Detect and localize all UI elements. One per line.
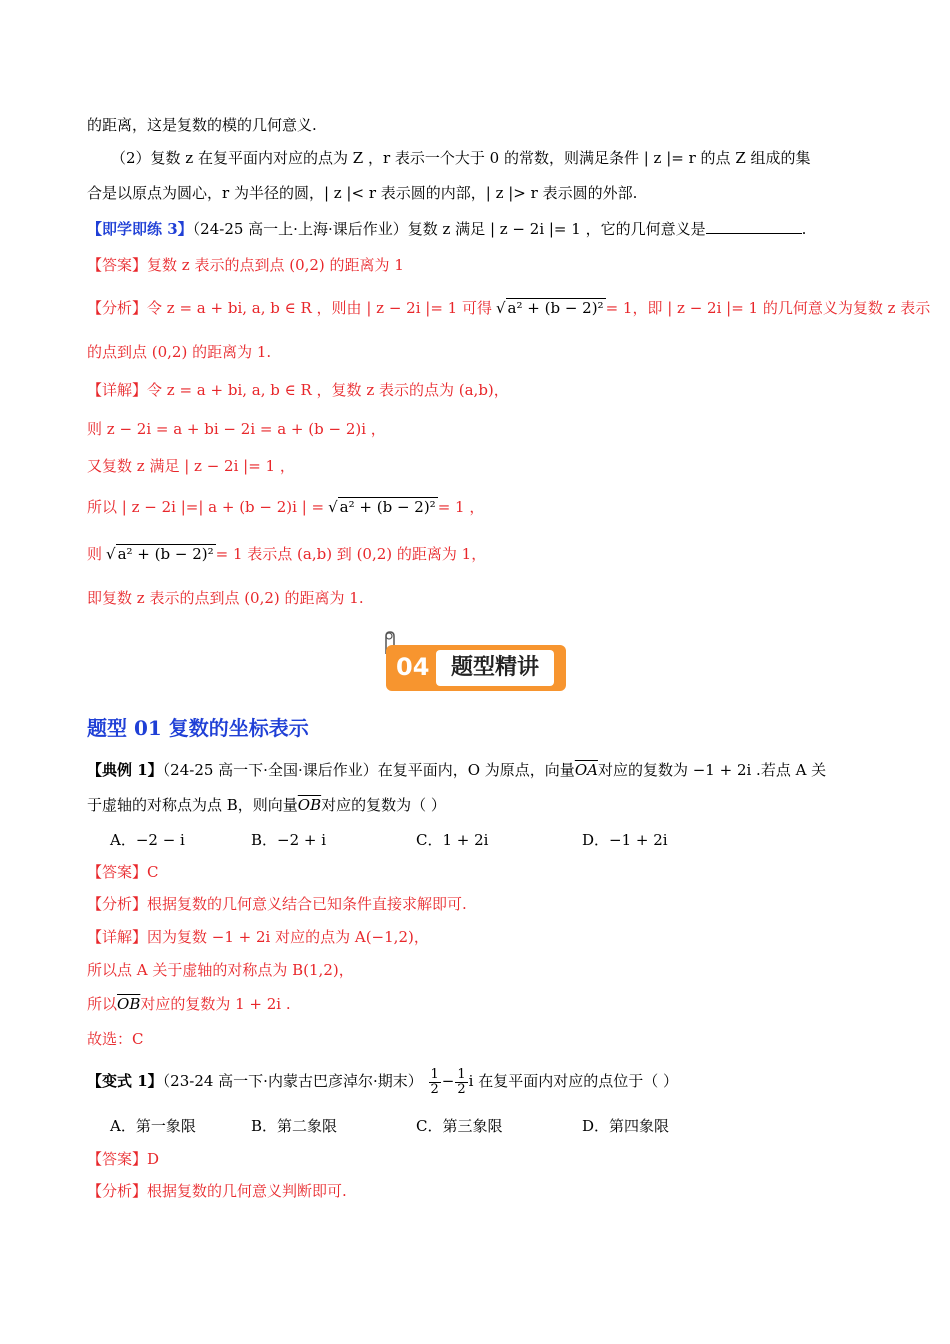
practice-3-detail-1 — [87, 379, 509, 401]
fraction-1 — [429, 1068, 441, 1097]
example-1-detail-text-1: 因为复数 −1 + 2i 对应的点为 A(−1,2)， — [147, 928, 429, 946]
example-1-option-d: D．−1 + 2i — [582, 831, 668, 849]
practice-3-stem: 复数 z 满足 | z − 2i |= 1 ，它的几何意义是 — [407, 220, 706, 238]
example-1-stem-c: 于虚轴的对称点为点 B，则向量 — [87, 796, 298, 814]
practice-3-analysis: 【分析】令 z = a + bi, a, b ∈ R ，则由 | z − 2i |= 1 可得 √ a² + (b − 2)² = 1，即 | z − 2i |= 1 的几何意义为复数 z 表示 — [87, 299, 931, 317]
detail-4-sqrt: a² + (b − 2)² — [339, 498, 436, 516]
answer-text: 复数 z 表示的点到点 (0,2) 的距离为 1 — [147, 256, 404, 274]
example-1-option-a: A．−2 − i — [110, 831, 185, 849]
variant-1-option-b: B．第二象限 — [251, 1117, 338, 1135]
variant-1-option-d: D．第四象限 — [582, 1117, 670, 1135]
variant-1-option-a: A．第一象限 — [110, 1117, 196, 1135]
example-1-stem-cont — [87, 794, 446, 816]
practice-3-end: . — [801, 220, 807, 238]
example-1-detail-1 — [87, 926, 429, 948]
variant-1-analysis-text: 根据复数的几何意义判断即可. — [147, 1182, 347, 1200]
practice-3-detail-3: 又复数 z 满足 | z − 2i |= 1 ， — [87, 457, 295, 475]
practice-3-tag: 【即学即练 3】 — [87, 220, 193, 238]
detail-5-pre: 则 — [87, 545, 103, 563]
variant-1-answer-value: D — [147, 1150, 160, 1168]
practice-3-answer — [87, 254, 404, 276]
banner-label: 题型精讲 — [436, 650, 554, 686]
example-1-analysis — [87, 893, 467, 915]
detail-4-pre: 所以 | z − 2i |=| a + (b − 2)i | = — [87, 498, 325, 516]
section-title: 题型 01 复数的坐标表示 — [87, 716, 309, 740]
variant-1-stem-text: i 在复平面内对应的点位于（ ） — [468, 1072, 678, 1090]
detail-4-post: = 1 ， — [437, 498, 485, 516]
practice-3-detail-6: 即复数 z 表示的点到点 (0,2) 的距离为 1. — [87, 589, 364, 607]
example-1-final: 故选：C — [87, 1030, 144, 1048]
answer-tag: 【答案】 — [87, 256, 148, 274]
variant-1-answer — [87, 1148, 159, 1170]
analysis-sqrt: a² + (b − 2)² — [507, 299, 604, 317]
example-1-tag: 【典例 1】 — [87, 761, 163, 779]
analysis-text-a: 令 z = a + bi, a, b ∈ R ，则由 | z − 2i |= 1 可得 — [147, 299, 492, 317]
detail-5-sqrt: a² + (b − 2)² — [117, 545, 214, 563]
example-1-analysis-text: 根据复数的几何意义结合已知条件直接求解即可. — [147, 895, 467, 913]
detail-5-post: = 1 表示点 (a,b) 到 (0,2) 的距离为 1， — [215, 545, 487, 563]
example-1-stem — [87, 759, 826, 781]
fraction-2-num: 1 — [457, 1066, 466, 1082]
fraction-1-num: 1 — [430, 1066, 439, 1082]
fraction-2 — [455, 1068, 467, 1097]
banner-number: 04 — [396, 653, 430, 681]
fraction-1-den: 2 — [430, 1081, 439, 1097]
intro-line-1: 的距离，这是复数的模的几何意义. — [87, 116, 317, 134]
example-1-stem-d: 对应的复数为（ ） — [321, 796, 446, 814]
variant-1-tag: 【变式 1】 — [87, 1072, 163, 1090]
practice-3-question — [87, 218, 806, 240]
example-1-answer-tag: 【答案】 — [87, 863, 148, 881]
answer-blank — [706, 219, 802, 234]
example-1-detail-3a: 所以 — [87, 995, 118, 1013]
example-1-source: （24-25 高一下·全国·课后作业） — [162, 761, 378, 779]
practice-3-detail-4: 所以 | z − 2i |=| a + (b − 2)i | = √ a² + (b − 2)² = 1 ， — [87, 498, 485, 516]
example-1-option-c: C．1 + 2i — [416, 831, 489, 849]
example-1-answer-value: C — [147, 863, 159, 881]
variant-1-analysis — [87, 1180, 347, 1202]
vector-ob-detail: $\overline{OB}$ — [117, 995, 141, 1013]
example-1-detail-3 — [87, 993, 291, 1015]
example-1-detail-2: 所以点 A 关于虚轴的对称点为 B(1,2)， — [87, 961, 354, 979]
fraction-2-den: 2 — [457, 1081, 466, 1097]
detail-tag: 【详解】 — [87, 381, 148, 399]
example-1-detail-3b: 对应的复数为 1 + 2i . — [140, 995, 291, 1013]
variant-1-answer-tag: 【答案】 — [87, 1150, 148, 1168]
variant-1-option-c: C．第三象限 — [416, 1117, 503, 1135]
minus-sign: − — [441, 1072, 455, 1090]
vector-ob: $\overline{OB}$ — [297, 796, 322, 814]
practice-3-analysis-cont: 的点到点 (0,2) 的距离为 1. — [87, 343, 272, 361]
detail-line-1: 令 z = a + bi, a, b ∈ R ，复数 z 表示的点为 (a,b)， — [147, 381, 509, 399]
practice-3-detail-2: 则 z − 2i = a + bi − 2i = a + (b − 2)i ， — [87, 420, 386, 438]
example-1-stem-a: 在复平面内，O 为原点，向量 — [377, 761, 575, 779]
intro-line-2: （2）复数 z 在复平面内对应的点为 Z ，r 表示一个大于 0 的常数，则满足条件 | z |= r 的点 Z 组成的集 — [111, 149, 811, 167]
example-1-answer — [87, 861, 159, 883]
variant-1-source: （23-24 高一下·内蒙古巴彦淖尔·期末） — [162, 1072, 423, 1090]
practice-3-detail-5: 则 √ a² + (b − 2)² = 1 表示点 (a,b) 到 (0,2) 的距离为 1， — [87, 545, 487, 563]
practice-3-source: （24-25 高一上·上海·课后作业） — [192, 220, 408, 238]
analysis-tag: 【分析】 — [87, 299, 148, 317]
example-1-option-b: B．−2 + i — [251, 831, 327, 849]
analysis-text-b: = 1，即 | z − 2i |= 1 的几何意义为复数 z 表示 — [605, 299, 931, 317]
variant-1-stem — [87, 1066, 678, 1097]
intro-line-3: 合是以原点为圆心，r 为半径的圆，| z |< r 表示圆的内部，| z |> r 表示圆的外部. — [87, 184, 638, 202]
example-1-detail-tag: 【详解】 — [87, 928, 148, 946]
example-1-stem-b: 对应的复数为 −1 + 2i .若点 A 关 — [597, 761, 827, 779]
example-1-analysis-tag: 【分析】 — [87, 895, 148, 913]
vector-oa: $\overline{OA}$ — [574, 761, 598, 779]
variant-1-analysis-tag: 【分析】 — [87, 1182, 148, 1200]
section-banner — [386, 645, 566, 691]
